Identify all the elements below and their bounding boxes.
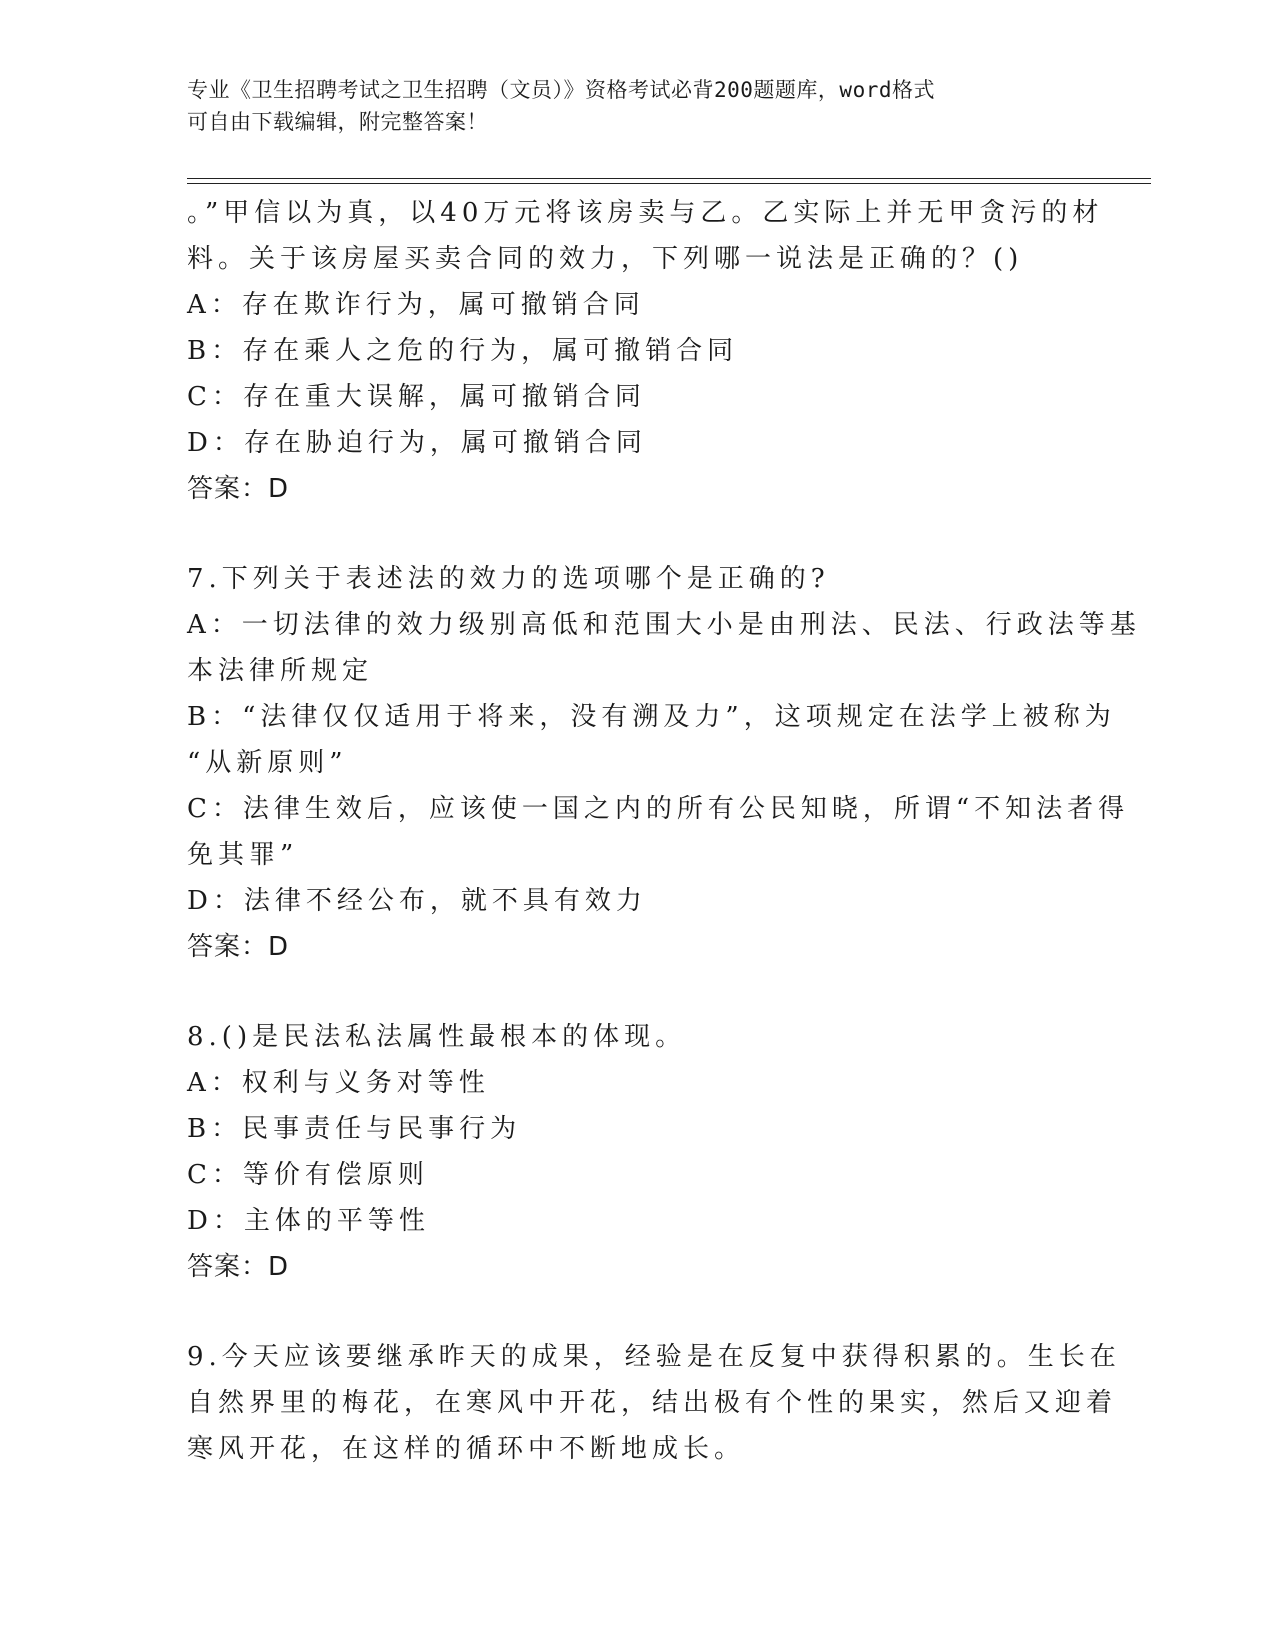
header-divider-top — [187, 178, 1151, 179]
option-c: C：存在重大误解，属可撤销合同 — [187, 382, 646, 412]
option-a-continued: 本法律所规定 — [187, 656, 374, 686]
option-a: A：存在欺诈行为，属可撤销合同 — [187, 290, 645, 320]
question-stem: 9.今天应该要继承昨天的成果，经验是在反复中获得积累的。生长在 — [187, 1342, 1121, 1372]
answer-line: 答案：D — [187, 474, 290, 504]
option-c: C：等价有偿原则 — [187, 1160, 429, 1190]
document-header — [187, 74, 1057, 138]
question-8 — [187, 1014, 1077, 1290]
question-text: 料。关于该房屋买卖合同的效力，下列哪一说法是正确的？() — [187, 244, 1024, 274]
option-a: A：权利与义务对等性 — [187, 1068, 490, 1098]
option-a: A：一切法律的效力级别高低和范围大小是由刑法、民法、行政法等基 — [187, 610, 1141, 640]
question-7 — [187, 556, 1141, 970]
option-c: C：法律生效后，应该使一国之内的所有公民知晓，所谓“不知法者得 — [187, 794, 1130, 824]
question-stem: 8.()是民法私法属性最根本的体现。 — [187, 1022, 687, 1052]
option-c-continued: 免其罪” — [187, 840, 299, 870]
option-d: D：主体的平等性 — [187, 1206, 430, 1236]
option-d: D：法律不经公布，就不具有效力 — [187, 886, 647, 916]
option-b: B：存在乘人之危的行为，属可撤销合同 — [187, 336, 739, 366]
header-title-line-1: 专业《卫生招聘考试之卫生招聘（文员）》资格考试必背200题题库，word格式 — [187, 78, 935, 102]
question-6-continuation — [187, 190, 1104, 512]
header-divider-bottom — [187, 183, 1151, 184]
answer-line: 答案：D — [187, 932, 290, 962]
option-b: B：“法律仅仅适用于将来，没有溯及力”，这项规定在法学上被称为 — [187, 702, 1116, 732]
option-b: B：民事责任与民事行为 — [187, 1114, 522, 1144]
answer-line: 答案：D — [187, 1252, 290, 1282]
question-stem-continued: 自然界里的梅花，在寒风中开花，结出极有个性的果实，然后又迎着 — [187, 1388, 1118, 1418]
question-9 — [187, 1334, 1121, 1472]
question-text: 。”甲信以为真，以40万元将该房卖与乙。乙实际上并无甲贪污的材 — [187, 198, 1104, 228]
question-stem-continued: 寒风开花，在这样的循环中不断地成长。 — [187, 1434, 746, 1464]
question-stem: 7.下列关于表述法的效力的选项哪个是正确的? — [187, 564, 830, 594]
option-b-continued: “从新原则” — [187, 748, 348, 778]
document-body — [187, 190, 1141, 1472]
option-d: D：存在胁迫行为，属可撤销合同 — [187, 428, 647, 458]
header-title-line-2: 可自由下载编辑，附完整答案！ — [187, 110, 488, 134]
